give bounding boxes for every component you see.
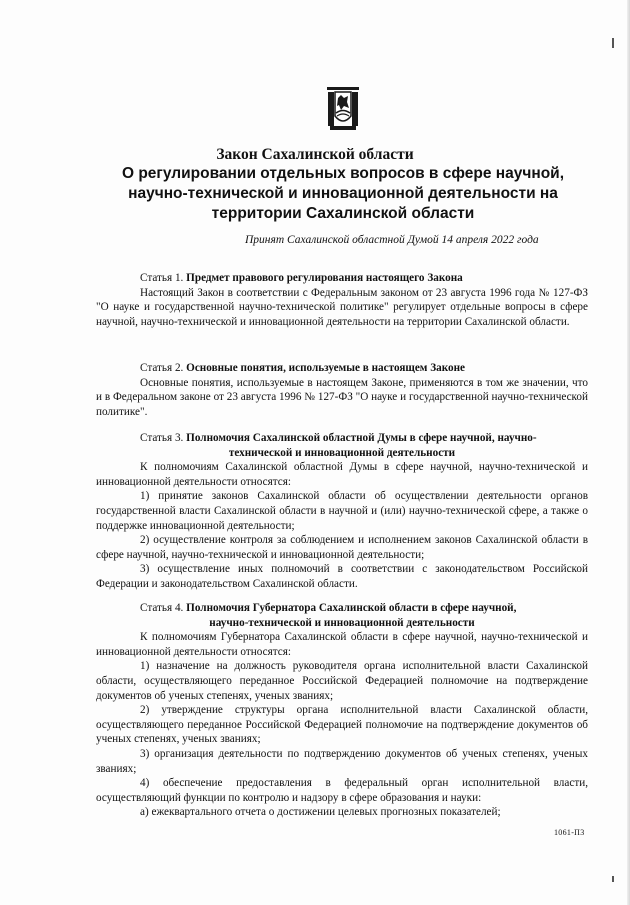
article-2 [96, 361, 588, 419]
law-heading: Закон Сахалинской области [216, 146, 414, 163]
article-paragraph: Настоящий Закон в соответствии с Федеральным законом от 23 августа 1996 года № 127-ФЗ "О науке и государственной научно-технической политике" регулирует отдельные вопросы в сфере научной, научно-технической и инновационной деятельности на территории Сахалинской области. [96, 286, 588, 328]
article-paragraph: 1) принятие законов Сахалинской области об осуществлении деятельности органов государственной власти Сахалинской области в научной и (или) научно-технической сфере, а также о поддержке инновационной деятельности; [96, 490, 588, 532]
article-title: Предмет правового регулирования настоящего Закона [186, 272, 463, 284]
article-number: Статья 3. [140, 432, 184, 444]
article-1 [96, 271, 588, 329]
article-paragraph: 2) утверждение структуры органа исполнительной власти Сахалинской области, осуществляющего переданное Российской Федерацией полномочие на подтверждение документов об ученых степенях, ученых званиях; [96, 704, 588, 746]
article-number: Статья 1. [140, 272, 184, 284]
article-paragraph: 3) организация деятельности по подтверждению документов об ученых степенях, ученых званиях; [96, 747, 588, 775]
article-number: Статья 2. [140, 362, 184, 374]
scan-mark [612, 38, 614, 48]
article-paragraph: а) ежеквартального отчета о достижении целевых прогнозных показателей; [140, 806, 501, 819]
article-paragraph: 4) обеспечение предоставления в федеральный орган исполнительной власти, осуществляющий функции по контролю и надзору в сфере образования и науки: [96, 777, 588, 804]
article-heading [96, 361, 588, 376]
article-paragraph: 1) назначение на должность руководителя органа исполнительной власти Сахалинской области, осуществляющего переданное Российской Федерацией полномочие на подтверждение документов об ученых степенях, ученых званиях; [96, 660, 588, 702]
article-title-cont: технической и инновационной деятельности [228, 446, 456, 459]
article-number: Статья 4. [140, 602, 184, 614]
scan-mark [612, 876, 614, 882]
article-paragraph: 3) осуществление иных полномочий в соответствии с законодательством Российской Федерации и законодательством Сахалинской области. [96, 563, 588, 590]
article-paragraph: К полномочиям Губернатора Сахалинской области в сфере научной, научно-технической и инновационной деятельности относятся: [96, 631, 588, 658]
law-title: О регулировании отдельных вопросов в сфере научной, научно-технической и инновационной деятельности на территории Сахалинской области [121, 165, 565, 222]
article-title: Основные понятия, используемые в настоящем Законе [186, 362, 466, 374]
article-heading [96, 431, 588, 446]
article-title: Полномочия Сахалинской областной Думы в сфере научной, научно- [186, 432, 537, 444]
article-heading [96, 271, 588, 286]
coat-of-arms-icon [326, 86, 360, 132]
article-paragraph: К полномочиям Сахалинской областной Думы в сфере научной, научно-технической и инновационной деятельности относятся: [96, 461, 588, 488]
article-3 [96, 431, 588, 592]
article-4 [96, 601, 588, 820]
article-title: Полномочия Губернатора Сахалинской области в сфере научной, [186, 602, 517, 614]
adoption-note: Принят Сахалинской областной Думой 14 апреля 2022 года [245, 234, 539, 246]
article-title-cont: научно-технической и инновационной деятельности [209, 616, 475, 629]
article-heading [96, 601, 588, 616]
document-code: 1061-П3 [554, 828, 585, 837]
article-paragraph: Основные понятия, используемые в настоящем Законе, применяются в том же значении, что и в Федеральном законе от 23 августа 1996 № 127-ФЗ "О науке и государственной научно-технической политике". [96, 376, 588, 418]
article-paragraph: 2) осуществление контроля за соблюдением и исполнением законов Сахалинской области в сфере научной, научно-технической и инновационной деятельности; [96, 534, 588, 561]
